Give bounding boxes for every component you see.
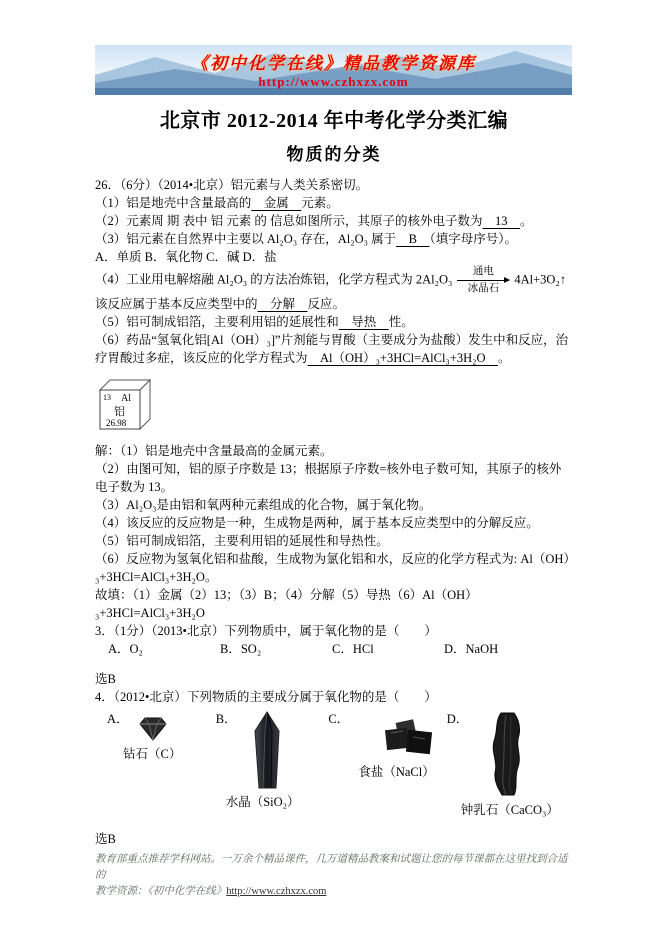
element-atomic-mass: 26.98 bbox=[106, 418, 127, 428]
q26-part6-pre: （6）药品“氢氧化铝[Al（OH）₃]”片剂能与胃酸（主要成分为盐酸）发生中和反应，治疗胃酸过多症，该反应的化学方程式为 bbox=[95, 333, 569, 365]
q26-stem: 26．（6分）（2014•北京）铝元素与人类关系密切。 bbox=[95, 178, 369, 192]
q26-part1-pre: （1）铝是地壳中含量最高的 bbox=[95, 196, 252, 210]
q4-option-b bbox=[216, 711, 329, 818]
q4-option-a-top bbox=[107, 711, 216, 741]
q3-answer: 选B bbox=[95, 672, 116, 686]
footer-line-2-text: 教学资源：《初中化学在线》 bbox=[95, 886, 227, 897]
page-footer bbox=[95, 852, 577, 900]
solution-line-5: （5）铝可制成铝箔，主要利用铝的延展性和导热性。 bbox=[95, 534, 389, 548]
q3-options-row bbox=[95, 640, 573, 658]
q4-option-a-label: 钻石（C） bbox=[123, 747, 182, 761]
q26-part4-products: 4Al+3O₂↑ bbox=[514, 272, 567, 287]
salt-cube-left bbox=[385, 728, 409, 750]
q4-stem: 4．（2012•北京）下列物质的主要成分属于氧化物的是（ ） bbox=[95, 690, 437, 704]
element-atomic-number: 13 bbox=[103, 393, 111, 402]
footer-line-2 bbox=[95, 884, 577, 900]
q3-option-a: A．O₂ bbox=[108, 642, 143, 656]
q4-answer: 选B bbox=[95, 832, 116, 846]
doc-title: 北京市 2012-2014 年中考化学分类汇编 bbox=[159, 110, 509, 132]
footer-url-link[interactable]: http://www.czhxzx.com bbox=[226, 886, 327, 897]
q26-part5 bbox=[95, 313, 573, 331]
aluminum-element-box-image bbox=[97, 376, 157, 432]
reaction-condition bbox=[457, 266, 509, 295]
q26-part2-pre: （2）元素周 期 表中 铝 元素 的 信息如图所示，其原子的核外电子数为 bbox=[95, 214, 483, 228]
q26-part6-answer: Al（OH）₃+3HCl=AlCl₃+3H₂O bbox=[307, 351, 498, 365]
q4-options-row bbox=[95, 711, 573, 818]
q26-part1-answer: 金属 bbox=[251, 196, 302, 210]
stalactite-image bbox=[488, 711, 526, 797]
q26-part5-pre: （5）铝可制成铝箔，主要利用铝的延展性和 bbox=[95, 315, 339, 329]
q4-option-d-label: 钟乳石（CaCO₃） bbox=[460, 803, 559, 817]
q4-option-c-letter: C． bbox=[328, 712, 350, 726]
q26-part6-post: 。 bbox=[498, 351, 511, 365]
q3-option-b: B．SO₂ bbox=[220, 642, 262, 656]
diamond-image bbox=[137, 715, 169, 741]
solution-line-3: （3）Al₂O₃是由铝和氧两种元素组成的化合物，属于氧化物。 bbox=[95, 498, 432, 512]
q26-part4b-post: 反应。 bbox=[307, 297, 346, 311]
q4-option-a bbox=[107, 711, 216, 818]
solution-line-6: （6）反应物为氢氧化铝和盐酸，生成物为氯化铝和水，反应的化学方程式为: Al（OH）₃+3HCl=AlCl₃+3H₂O。 bbox=[95, 552, 570, 584]
footer-line-1: 教育部重点推荐学科网站。一万余个精品课件，几万道精品教案和试题让您的每节课都在这里找到合适的 bbox=[95, 854, 568, 881]
q26-part4-pre: （4）工业用电解熔融 Al₂O₃ 的方法冶炼铝，化学方程式为 2Al₂O₃ bbox=[95, 272, 453, 287]
reaction-arrow-icon bbox=[457, 280, 509, 281]
q26-part4b-answer: 分解 bbox=[257, 297, 308, 311]
site-banner bbox=[95, 45, 572, 95]
q26-part5-answer: 导热 bbox=[338, 315, 389, 329]
q26-part5-post: 性。 bbox=[388, 315, 414, 329]
q26-part1 bbox=[95, 194, 573, 212]
q26-part2-post: 。 bbox=[520, 214, 533, 228]
q26-part3-options: A．单质 B．氧化物 C．碱 D．盐 bbox=[95, 250, 277, 264]
q4-option-d-top bbox=[447, 711, 573, 797]
solution-line-4: （4）该反应的反应物是一种，生成物是两种，属于基本反应类型中的分解反应。 bbox=[95, 516, 539, 530]
q26-part2 bbox=[95, 212, 573, 230]
q4-option-d-letter: D． bbox=[446, 712, 469, 726]
solution-line-1: 解：（1）铝是地壳中含量最高的金属元素。 bbox=[95, 444, 333, 458]
salt-cube-right bbox=[406, 730, 432, 754]
q26-part3-pre: （3）铝元素在自然界中主要以 Al₂O₃ 存在，Al₂O₃ 属于 bbox=[95, 232, 397, 246]
q3-stem: 3．（1分）（2013•北京）下列物质中，属于氧化物的是（ ） bbox=[95, 624, 437, 638]
element-symbol: Al bbox=[121, 393, 131, 404]
q4-option-d bbox=[447, 711, 573, 818]
banner-site-name: 《初中化学在线》精品教学资源库 bbox=[191, 54, 476, 73]
q4-option-c-top bbox=[328, 711, 446, 759]
banner-url-link[interactable]: http://www.czhxzx.com bbox=[258, 74, 409, 89]
q26-part3-post: （填字母序号）。 bbox=[429, 232, 517, 246]
q4-option-a-letter: A． bbox=[107, 712, 129, 726]
crystal-body bbox=[255, 712, 279, 788]
element-name: 铝 bbox=[114, 406, 125, 418]
q26-part6 bbox=[95, 331, 573, 367]
crystal-image bbox=[253, 711, 283, 789]
q26-part4b-pre: 该反应属于基本反应类型中的 bbox=[95, 297, 258, 311]
q26-part2-answer: 13 bbox=[482, 214, 521, 228]
q3-option-c: C．HCl bbox=[332, 642, 374, 656]
q4-option-b-top bbox=[216, 711, 329, 789]
stalactite-body bbox=[494, 713, 520, 795]
solution-line-2: （2）由图可知，铝的原子序数是 13；根据原子序数=核外电子数可知，其原子的核外电子数为 13。 bbox=[95, 462, 562, 494]
q4-option-b-letter: B． bbox=[215, 712, 237, 726]
q26-part3 bbox=[95, 230, 573, 248]
q4-option-c-label: 食盐（NaCl） bbox=[358, 765, 435, 779]
q3-option-d: D．NaOH bbox=[444, 642, 499, 656]
q4-option-b-label: 水晶（SiO₂） bbox=[225, 795, 300, 809]
reaction-condition-bottom: 冰晶石 bbox=[467, 283, 500, 294]
diamond-body bbox=[140, 718, 166, 740]
q26-part4b bbox=[95, 295, 573, 313]
q26-part3-answer: B bbox=[396, 232, 430, 246]
q26-part1-post: 元素。 bbox=[301, 196, 339, 210]
doc-subtitle: 物质的分类 bbox=[286, 145, 382, 164]
q26-part4 bbox=[95, 266, 573, 295]
solution-summary: 故填：（1）金属（2）13；（3）B；（4）分解（5）导热（6）Al（OH）₃+3HCl=AlCl₃+3H₂O bbox=[95, 588, 478, 620]
q4-option-c bbox=[328, 711, 446, 818]
reaction-condition-top: 通电 bbox=[472, 266, 494, 277]
salt-image bbox=[383, 719, 435, 759]
